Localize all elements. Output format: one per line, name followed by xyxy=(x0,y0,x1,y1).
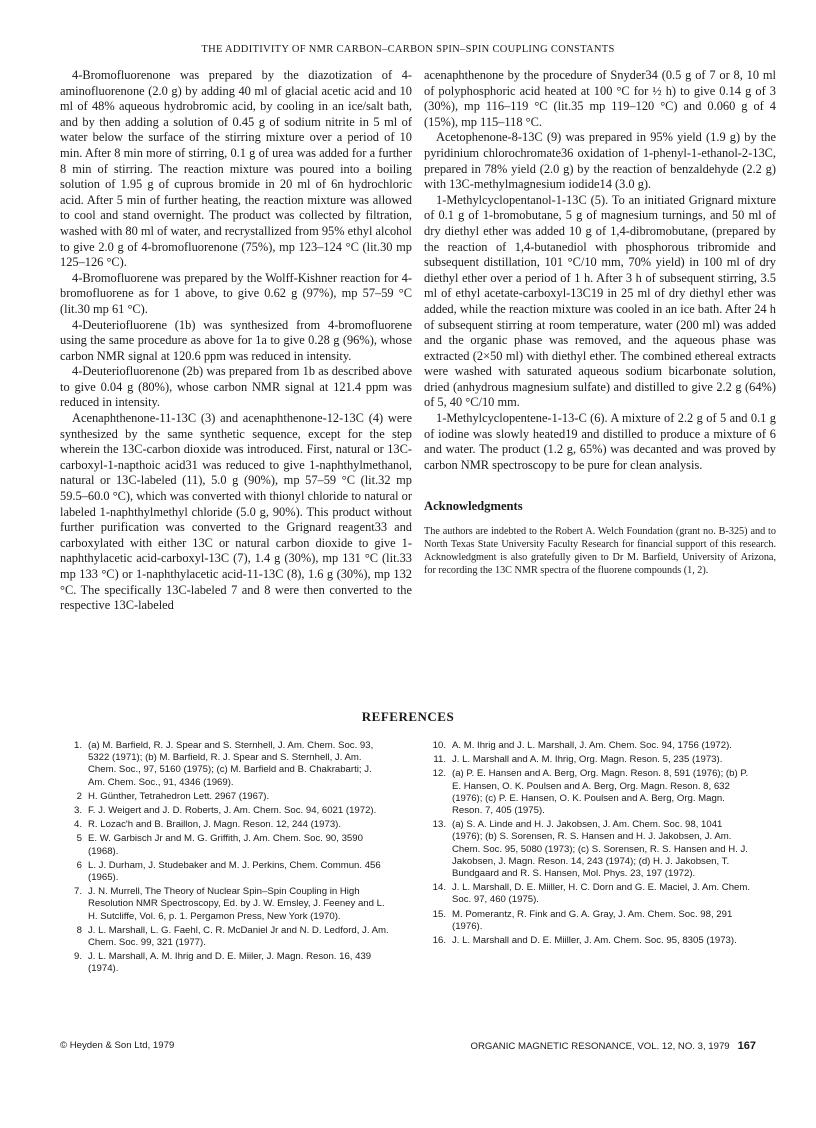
reference-text: H. Günther, Tetrahedron Lett. 2967 (1967). xyxy=(88,790,270,802)
reference-item xyxy=(424,882,754,906)
reference-number: 4. xyxy=(73,819,82,831)
reference-text: L. J. Durham, J. Studebaker and M. J. Perkins, Chem. Commun. 456 (1965). xyxy=(88,859,381,884)
reference-text: (a) P. E. Hansen and A. Berg, Org. Magn. Reson. 8, 591 (1976); (b) P. E. Hansen, O. K. Poulsen and A. Berg, Org. Magn. Reson. 8, 632 (1976); (c) P. E. Hansen, O. K. Poulsen and A. Berg, Org. Magn. Reson. 7, 405 (1975). xyxy=(452,768,749,817)
reference-text: J. L. Marshall, L. G. Faehl, C. R. McDaniel Jr and N. D. Ledford, J. Am. Chem. Soc. 99, 321 (1977). xyxy=(88,924,389,949)
reference-text: E. W. Garbisch Jr and M. G. Griffith, J. Am. Chem. Soc. 90, 3590 (1968). xyxy=(88,833,363,857)
reference-text: (a) M. Barfield, R. J. Spear and S. Sternhell, J. Am. Chem. Soc. 93, 5322 (1971); (b) M. Barfield, R. J. Spear and S. Sternhell, J. Am. Chem. Soc., 97, 5160 (1975); (c) M. Barfield and B. Chakrabarti; J. Am. Chem. Soc., 91, 4346 (1969). xyxy=(88,740,374,788)
reference-number: 11. xyxy=(433,754,446,766)
reference-number: 16. xyxy=(432,935,446,947)
footer-copyright: © Heyden & Son Ltd, 1979 xyxy=(60,1040,175,1051)
reference-number: 14. xyxy=(432,882,446,894)
reference-item xyxy=(60,791,390,803)
running-head: THE ADDITIVITY OF NMR CARBON–CARBON SPIN–SPIN COUPLING CONSTANTS xyxy=(201,44,615,55)
paragraph: acenaphthenone by the procedure of Snyder34 (0.5 g of 7 or 8, 10 ml of polyphosphoric acid heated at 100 °C for ½ h) to give 0.14 g of 3 (30%), mp 116–119 °C (lit.35 mp 119–120 °C) and 0.060 g of 4 (15%), mp 115–118 °C. xyxy=(424,68,776,129)
reference-text: J. L. Marshall and D. E. Miiller, J. Am. Chem. Soc. 95, 8305 (1973). xyxy=(452,935,737,947)
paragraph: 1-Methylcyclopentene-1-13-C (6). A mixture of 2.2 g of 5 and 0.1 g of iodine was slowly heated19 and distilled to produce a mixture of 6 and water. The product (1.2 g, 65%) was decanted and was proved by carbon NMR spectroscopy to be pure for clean analysis. xyxy=(424,411,776,472)
reference-text: M. Pomerantz, R. Fink and G. A. Gray, J. Am. Chem. Soc. 98, 291 (1976). xyxy=(452,908,733,932)
journal-citation: ORGANIC MAGNETIC RESONANCE, VOL. 12, NO. 3, 1979 xyxy=(470,1041,730,1052)
reference-item xyxy=(60,886,390,923)
paragraph: 4-Bromofluorene was prepared by the Wolff-Kishner reaction for 4-bromofluorene as for 1 above, to give 0.62 g (97%), mp 57–59 °C (lit.30 mp 61 °C). xyxy=(60,270,412,316)
reference-item xyxy=(60,740,390,789)
reference-number: 13. xyxy=(432,819,446,831)
right-column xyxy=(424,68,776,577)
reference-number: 10. xyxy=(432,740,446,751)
reference-item xyxy=(60,833,390,857)
reference-item xyxy=(424,754,754,766)
paragraph: 4-Bromofluorenone was prepared by the diazotization of 4-aminofluorenone (2.0 g) by adding 40 ml of glacial acetic acid and 10 ml of 48% aqueous hydrobromic acid, by cooling in an ice/salt bath, and by then adding a solution of 0.45 g of sodium nitrite in 5 ml of water below the surface of the stirring mixture over a period of 10 min. After 8 min more of stirring, 0.1 g of urea was added for a further 8 min of stirring. The reaction mixture was poured into a boiling solution of 1.95 g of cuprous bromide in 20 ml of 6n hydrochloric acid. After 5 min of further heating, the reaction mixture was allowed to cool and stand overnight. The product was collected by filtration, washed with 80 ml of water, and recrystallized from 95% ethyl alcohol to give 2.0 g of 4-bromofluorenone (75%), mp 123–124 °C (lit.30 mp 125–126 °C). xyxy=(60,68,412,270)
reference-item xyxy=(60,860,390,884)
paragraph: Acetophenone-8-13C (9) was prepared in 95% yield (1.9 g) by the pyridinium chlorochromate36 oxidation of 1-phenyl-1-ethanol-2-13C, prepared in 78% yield (2.0 g) by the reaction of benzaldehyde (2.2 g) with 13C-methylmagnesium iodide14 (3.0 g). xyxy=(424,130,776,192)
reference-item xyxy=(424,819,754,880)
reference-item xyxy=(60,925,390,949)
footer-journal xyxy=(471,1040,756,1052)
reference-number: 1. xyxy=(73,740,82,751)
reference-item xyxy=(424,740,754,752)
reference-number: 2 xyxy=(76,790,82,802)
paragraph: 4-Deuteriofluorene (1b) was synthesized from 4-bromofluorene using the same procedure as above for 1a to give 0.28 g (96%), whose carbon NMR signal at 120.6 ppm was reduced in intensity. xyxy=(60,317,412,363)
reference-item xyxy=(60,819,390,831)
reference-item xyxy=(424,768,754,817)
reference-text: J. L. Marshall, D. E. Miiller, H. C. Dorn and G. E. Maciel, J. Am. Chem. Soc. 97, 460 (1975). xyxy=(452,882,751,906)
acknowledgments-heading: Acknowledgments xyxy=(424,499,523,514)
reference-text: R. Lozac'h and B. Braillon, J. Magn. Reson. 12, 244 (1973). xyxy=(88,819,342,831)
reference-item xyxy=(60,805,390,817)
reference-number: 15. xyxy=(432,908,446,920)
reference-number: 7. xyxy=(73,886,82,898)
paragraph: 4-Deuteriofluorenone (2b) was prepared from 1b as described above to give 0.04 g (80%), whose carbon NMR signal at 121.4 ppm was reduced in intensity. xyxy=(60,364,412,410)
reference-number: 12. xyxy=(432,768,446,780)
reference-number: 6 xyxy=(76,859,82,871)
reference-text: J. L. Marshall, A. M. Ihrig and D. E. Miiler, J. Magn. Reson. 16, 439 (1974). xyxy=(88,951,372,975)
paragraph: 1-Methylcyclopentanol-1-13C (5). To an initiated Grignard mixture of 0.1 g of 1-bromobutane, 5 g of magnesium turnings, and 50 ml of dry diethyl ether was added 10 g of 1,4-dibromobutane, (prepared by the reaction of 1,4-butanediol with phosphorous tribromide and subsequent distillation, 101 °C/10 mm, 70% yield) in 100 ml of dry diethyl ether over a period of 1 h. After 3 h of subsequent stirring, 3.5 ml of ethyl acetate-carboxyl-13C19 in 25 ml of dry diethyl ether was added, while the reaction mixture was cooled in an ice bath. After 24 h of subsequent stirring at room temperature, water (200 ml) was added and the organic phase was removed, and the aqueous phase was extracted (2×50 ml) with diethyl ether. The combined ethereal extracts were washed with saturated aqueous sodium bicarbonate solution, dried (anhydrous magnesium sulfate) and distilled to give 2.2 g (64%) of 5, 40 °C/10 mm. xyxy=(424,192,776,410)
references-heading: REFERENCES xyxy=(361,709,455,724)
reference-text: A. M. Ihrig and J. L. Marshall, J. Am. Chem. Soc. 94, 1756 (1972). xyxy=(452,740,732,751)
reference-item xyxy=(424,935,754,947)
reference-text: F. J. Weigert and J. D. Roberts, J. Am. Chem. Soc. 94, 6021 (1972). xyxy=(88,805,377,817)
acknowledgments-text: The authors are indebted to the Robert A. Welch Foundation (grant no. B-325) and to North Texas State University Faculty Research for financial support of this research. Acknowledgment is also gratefully given to Dr M. Barfield, University of Arizona, for recording the 13C NMR spectra of the fluorene compounds (1, 2). xyxy=(424,526,776,577)
reference-number: 3. xyxy=(73,805,82,817)
reference-text: J. N. Murrell, The Theory of Nuclear Spin–Spin Coupling in High Resolution NMR Spectroscopy, Ed. by J. W. Emsley, J. Feeney and L. H. Sutcliffe, Vol. 6, p. 1. Pergamon Press, New York (1970). xyxy=(88,886,385,922)
reference-item xyxy=(60,951,390,975)
left-column xyxy=(60,68,412,614)
reference-number: 9. xyxy=(73,951,82,963)
reference-item xyxy=(424,909,754,933)
references-right xyxy=(424,740,754,949)
reference-text: J. L. Marshall and A. M. Ihrig, Org. Magn. Reson. 5, 235 (1973). xyxy=(452,754,723,766)
page-number: 167 xyxy=(737,1040,756,1052)
reference-number: 5 xyxy=(76,833,82,845)
paragraph: Acenaphthenone-11-13C (3) and acenaphthenone-12-13C (4) were synthesized by the same synthetic sequence, except for the step wherein the 13C-carbon dioxide was introduced. First, natural or 13C-carboxyl-1-napthoic acid31 was reduced to give 1-naphthylmethanol, natural or 13C-labeled (11), 5.0 g (90%), mp 57–59 °C (lit.32 mp 59.5–60.0 °C), which was converted with thionyl chloride to natural or labeled 1-naphthylmethyl chloride (5.0 g, 90%). This product without further purification was converted to the Grignard reagent33 and carboxylated with either 13C or natural carbon dioxide to give 1-naphthylacetic acid-carboxyl-13C (7), 1.4 g (30%), mp 131 °C (lit.33 mp 133 °C) or 1-naphthylacetic acid-11-13C (8), 1.6 g (30%), mp 132 °C. The specifically 13C-labeled 7 and 8 were then converted to the respective 13C-labeled xyxy=(60,411,412,613)
references-left xyxy=(60,740,390,978)
reference-text: (a) S. A. Linde and H. J. Jakobsen, J. Am. Chem. Soc. 98, 1041 (1976); (b) S. Sorensen, R. S. Hansen and H. J. Jakobsen, J. Am. Chem. Soc. 95, 5080 (1973); (c) S. Sorensen, R. S. Hansen and H. J. Jakobsen, J. Magn. Reson. 14, 243 (1974); (d) H. J. Jakobsen, T. Bundgaard and R. S. Hansen, Mol. Phys. 23, 197 (1972). xyxy=(452,819,748,880)
reference-number: 8 xyxy=(76,924,82,936)
